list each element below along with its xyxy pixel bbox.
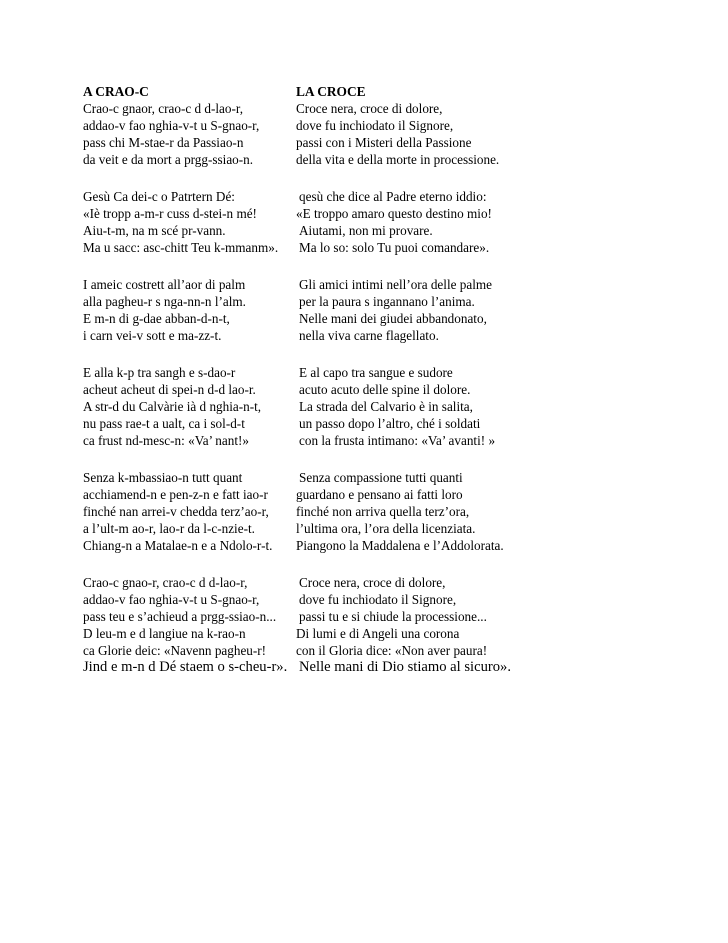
- italian-title: LA CROCE: [296, 84, 366, 99]
- verse-line: passi tu e si chiude la processione...: [299, 609, 487, 624]
- verse-line: addao-v fao nghia-v-t u S-gnao-r,: [83, 592, 260, 607]
- italian-stanza-3: [296, 276, 556, 344]
- verse-line: con la frusta intimano: «Va’ avanti! »: [299, 433, 496, 448]
- italian-stanza-4: [296, 364, 556, 449]
- verse-line: guardano e pensano ai fatti loro: [296, 487, 463, 502]
- verse-line: E al capo tra sangue e sudore: [299, 365, 453, 380]
- verse-line: E alla k-p tra sangh e s-dao-r: [83, 365, 236, 380]
- verse-line: passi con i Misteri della Passione: [296, 135, 472, 150]
- dialect-stanza-5: [83, 469, 293, 554]
- verse-line: Piangono la Maddalena e l’Addolorata.: [296, 538, 504, 553]
- verse-line: Aiu-t-m, na m scé pr-vann.: [83, 223, 226, 238]
- verse-line: Gesù Ca dei-c o Patrtern Dé:: [83, 189, 235, 204]
- verse-line: Ma lo so: solo Tu puoi comandare».: [299, 240, 490, 255]
- verse-line: Crao-c gnaor, crao-c d d-lao-r,: [83, 101, 244, 116]
- italian-stanza-5: [296, 469, 556, 554]
- verse-line: a l’ult-m ao-r, lao-r da l-c-nzie-t.: [83, 521, 255, 536]
- dialect-stanza-6: [83, 574, 293, 676]
- verse-line: Senza compassione tutti quanti: [299, 470, 463, 485]
- verse-line: nella viva carne flagellato.: [299, 328, 439, 343]
- verse-line: Crao-c gnao-r, crao-c d d-lao-r,: [83, 575, 248, 590]
- verse-line: finché nan arrei-v chedda terz’ao-r,: [83, 504, 269, 519]
- dialect-column: [83, 83, 293, 676]
- verse-line: ca frust nd-mesc-n: «Va’ nant!»: [83, 433, 250, 448]
- dialect-title: A CRAO-C: [83, 84, 149, 99]
- italian-stanza-2: [296, 188, 556, 256]
- verse-line: «E troppo amaro questo destino mio!: [296, 206, 492, 221]
- verse-line: finché non arriva quella terz’ora,: [296, 504, 470, 519]
- verse-line: Di lumi e di Angeli una corona: [296, 626, 460, 641]
- verse-line: Jind e m-n d Dé staem o s-cheu-r».: [83, 659, 288, 675]
- dialect-stanza-3: [83, 276, 293, 344]
- italian-stanza-6: [296, 574, 556, 676]
- verse-line: pass teu e s’achieud a prgg-ssiao-n...: [83, 609, 277, 624]
- verse-line: acchiamend-n e pen-z-n e fatt iao-r: [83, 487, 268, 502]
- verse-line: alla pagheu-r s nga-nn-n l’alm.: [83, 294, 246, 309]
- verse-line: Croce nera, croce di dolore,: [296, 101, 443, 116]
- verse-line: della vita e della morte in processione.: [296, 152, 500, 167]
- verse-line: Ma u sacc: asc-chitt Teu k-mmanm».: [83, 240, 279, 255]
- verse-line: Croce nera, croce di dolore,: [299, 575, 446, 590]
- verse-line: pass chi M-stae-r da Passiao-n: [83, 135, 244, 150]
- verse-line: ca Glorie deic: «Navenn pagheu-r!: [83, 643, 267, 658]
- verse-line: E m-n di g-dae abban-d-n-t,: [83, 311, 230, 326]
- verse-line: acuto acuto delle spine il dolore.: [299, 382, 471, 397]
- verse-line: dove fu inchiodato il Signore,: [296, 118, 454, 133]
- verse-line: nu pass rae-t a ualt, ca i sol-d-t: [83, 416, 245, 431]
- verse-line: Senza k-mbassiao-n tutt quant: [83, 470, 243, 485]
- italian-stanza-1: [296, 100, 556, 168]
- verse-line: per la paura s ingannano l’anima.: [299, 294, 475, 309]
- verse-line: dove fu inchiodato il Signore,: [299, 592, 457, 607]
- verse-line: i carn vei-v sott e ma-zz-t.: [83, 328, 222, 343]
- verse-line: acheut acheut di spei-n d-d lao-r.: [83, 382, 256, 397]
- verse-line: A str-d du Calvàrie ià d nghia-n-t,: [83, 399, 262, 414]
- verse-line: un passo dopo l’altro, ché i soldati: [299, 416, 481, 431]
- dialect-stanza-1: [83, 100, 293, 168]
- verse-line: Aiutami, non mi provare.: [299, 223, 433, 238]
- dialect-stanza-4: [83, 364, 293, 449]
- verse-line: Nelle mani di Dio stiamo al sicuro».: [299, 659, 511, 675]
- verse-line: qesù che dice al Padre eterno iddio:: [299, 189, 487, 204]
- verse-line: Chiang-n a Matalae-n e a Ndolo-r-t.: [83, 538, 273, 553]
- verse-line: Nelle mani dei giudei abbandonato,: [299, 311, 487, 326]
- verse-line: I ameic costrett all’aor di palm: [83, 277, 246, 292]
- verse-line: addao-v fao nghia-v-t u S-gnao-r,: [83, 118, 260, 133]
- verse-line: «Iè tropp a-m-r cuss d-stei-n mé!: [83, 206, 257, 221]
- verse-line: D leu-m e d langiue na k-rao-n: [83, 626, 246, 641]
- verse-line: l’ultima ora, l’ora della licenziata.: [296, 521, 476, 536]
- dialect-stanza-2: [83, 188, 293, 256]
- italian-column: [296, 83, 556, 676]
- verse-line: da veit e da mort a prgg-ssiao-n.: [83, 152, 254, 167]
- verse-line: La strada del Calvario è in salita,: [299, 399, 473, 414]
- verse-line: Gli amici intimi nell’ora delle palme: [299, 277, 492, 292]
- verse-line: con il Gloria dice: «Non aver paura!: [296, 643, 488, 658]
